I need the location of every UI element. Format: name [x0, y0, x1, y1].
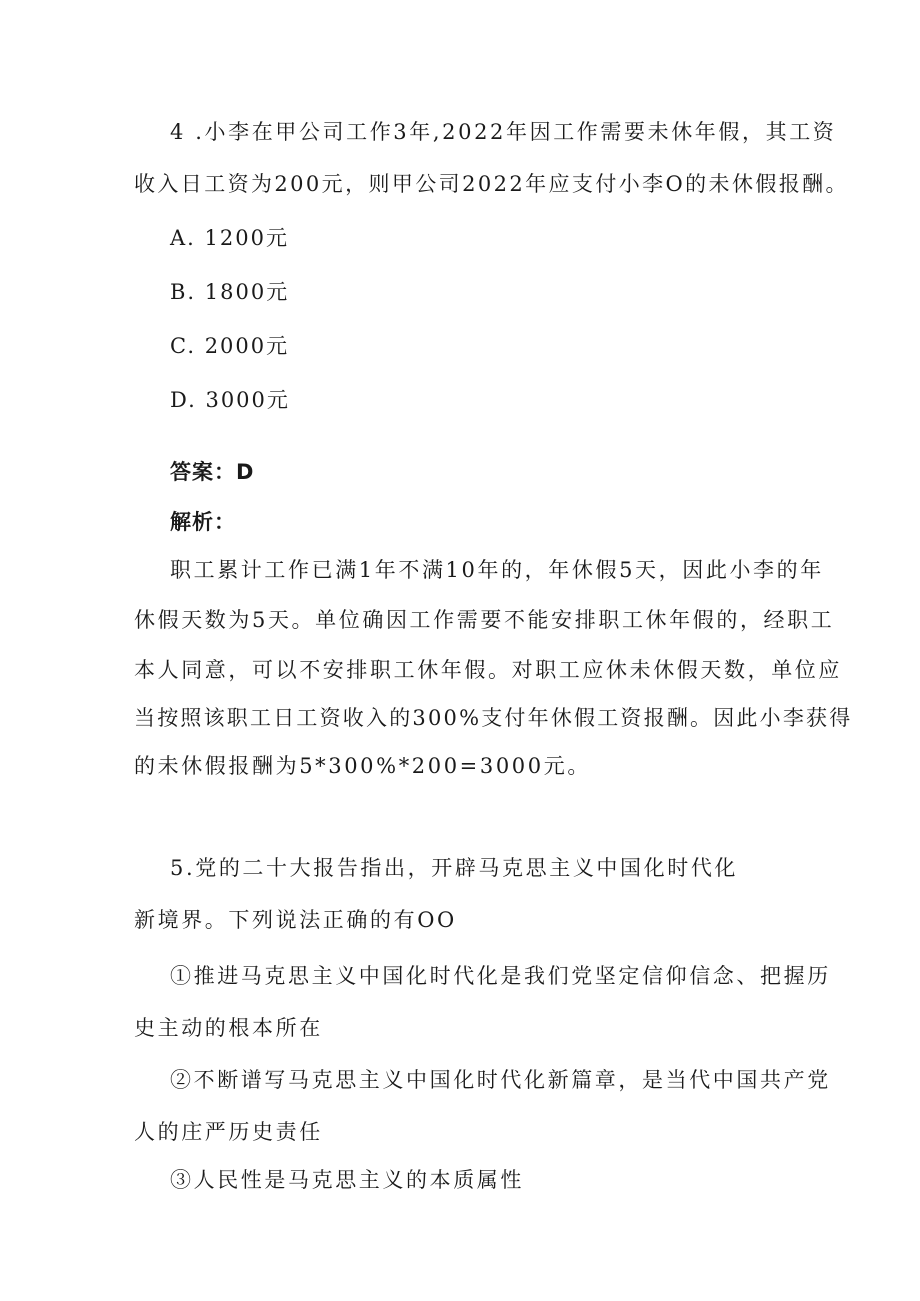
option-text: 3000元 [205, 388, 290, 412]
q4-option-d [170, 386, 290, 414]
q5-statement-3: ③人民性是马克思主义的本质属性 [170, 1168, 524, 1192]
q4-analysis-line-2: 休假天数为5天。单位确因工作需要不能安排职工休年假的，经职工 [134, 608, 835, 632]
option-label: A. [170, 226, 196, 250]
q5-statement-2-line-1: ②不断谱写马克思主义中国化时代化新篇章，是当代中国共产党 [170, 1068, 831, 1092]
q4-option-a [170, 224, 289, 252]
option-text: 1800元 [204, 280, 290, 304]
option-text: 1200元 [204, 226, 289, 250]
q4-analysis-title: 解析： [170, 510, 236, 534]
q5-statement-2-line-2: 人的庄严历史责任 [134, 1120, 323, 1144]
q5-statement-1-line-2: 史主动的根本所在 [134, 1016, 323, 1040]
q5-statement-1-line-1: ①推进马克思主义中国化时代化是我们党坚定信仰信念、把握历 [170, 964, 831, 988]
option-label: D. [170, 388, 197, 412]
q4-analysis-line-5: 的未休假报酬为5*300%*200=3000元。 [134, 754, 591, 778]
option-label: B. [170, 280, 197, 304]
q4-stem-line-1: 4 .小李在甲公司工作3年,2022年因工作需要未休年假，其工资 [170, 120, 837, 144]
q4-stem-line-2: 收入日工资为200元，则甲公司2022年应支付小李O的未休假报酬。 [134, 172, 849, 196]
q4-analysis-line-3: 本人同意，可以不安排职工休年假。对职工应休未休假天数，单位应 [134, 658, 842, 682]
q4-option-c [170, 332, 289, 360]
q5-stem-line-1: 5.党的二十大报告指出，开辟马克思主义中国化时代化 [170, 856, 739, 880]
q5-stem-line-2: 新境界。下列说法正确的有OO [134, 908, 457, 932]
option-text: 2000元 [204, 334, 290, 358]
q4-analysis-line-4: 当按照该职工日工资收入的300%支付年休假工资报酬。因此小李获得 [134, 706, 853, 730]
q4-analysis-line-1: 职工累计工作已满1年不满10年的，年休假5天，因此小李的年 [170, 558, 824, 582]
q4-answer: 答案：D [170, 460, 255, 484]
option-label: C. [170, 334, 196, 358]
q4-option-b [170, 278, 289, 306]
